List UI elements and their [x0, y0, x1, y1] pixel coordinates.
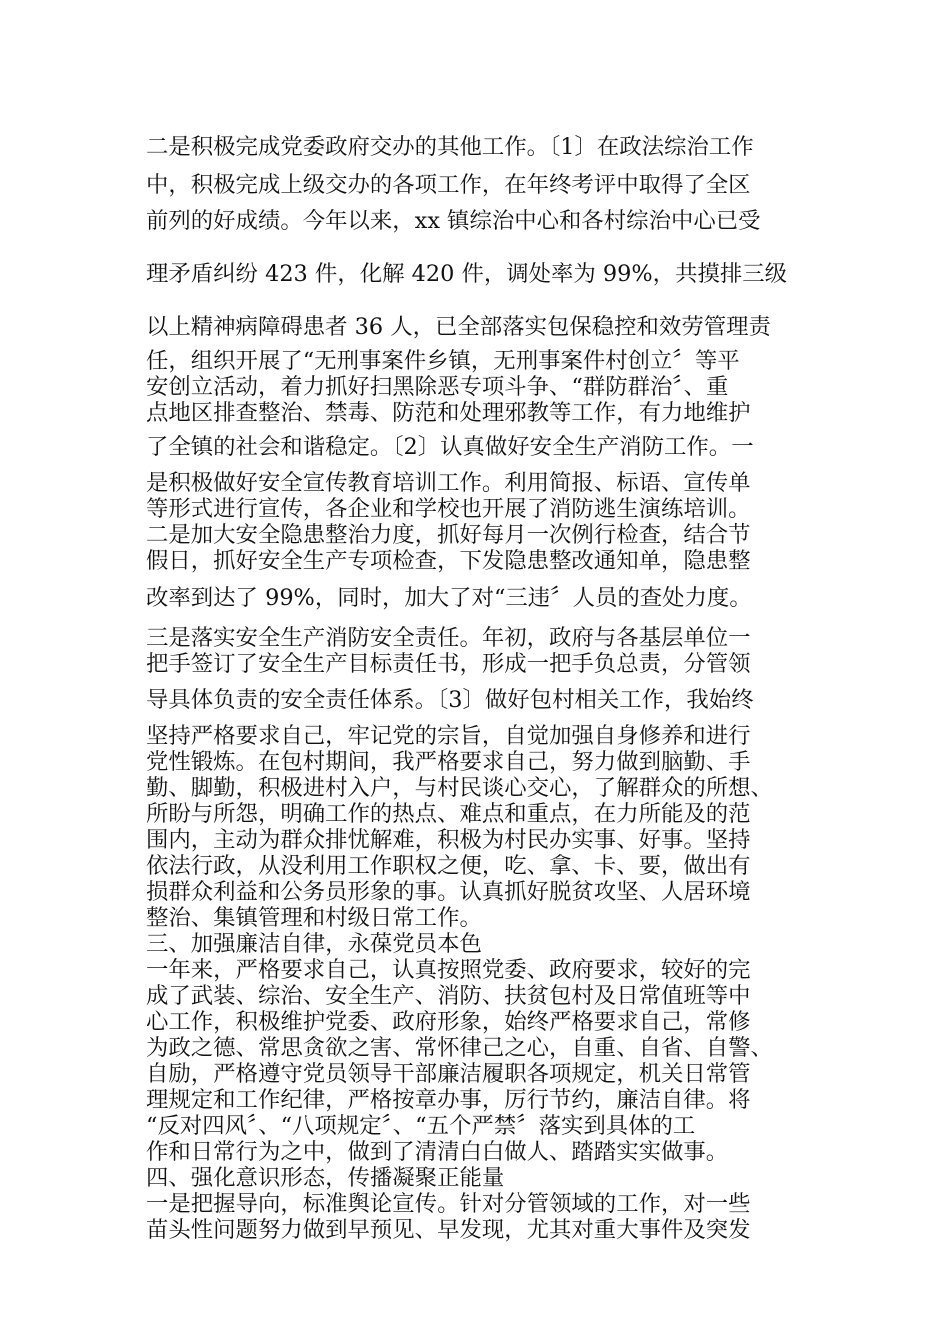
text-line: 中，积极完成上级交办的各项工作，在年终考评中取得了全区	[146, 172, 751, 198]
text-line: 是积极做好安全宣传教育培训工作。利用简报、标语、宣传单	[146, 470, 751, 496]
text-line: 围内，主动为群众排忧解难，积极为村民办实事、好事。坚持	[146, 827, 751, 853]
text-line: 导具体负责的安全责任体系。〔3〕做好包村相关工作，我始终	[146, 687, 754, 713]
text-line: 把手签订了安全生产目标责任书，形成一把手负总责，分管领	[146, 651, 751, 677]
text-line: 苗头性问题努力做到早预见、早发现，尤其对重大事件及突发	[146, 1217, 751, 1243]
text-line: 任，组织开展了“无刑事案件乡镇，无刑事案件村创立〞等平	[146, 348, 740, 374]
text-line: 以上精神病障碍患者 36 人，已全部落实包保稳控和效劳管理责	[146, 314, 771, 340]
text-line: 为政之德、常思贪欲之害、常怀律己之心，自重、自省、自警、	[146, 1035, 773, 1061]
text-line: 所盼与所怨，明确工作的热点、难点和重点，在力所能及的范	[146, 801, 751, 827]
text-line: 党性锻炼。在包村期间，我严格要求自己，努力做到脑勤、手	[146, 749, 751, 775]
text-line: “反对四风〞、“八项规定〞、“五个严禁〞落实到具体的工	[146, 1113, 696, 1139]
text-line: 点地区排查整治、禁毒、防范和处理邪教等工作，有力地维护	[146, 400, 751, 426]
text-line: 作和日常行为之中，做到了清清白白做人、踏踏实实做事。	[146, 1139, 729, 1165]
text-line: 假日，抓好安全生产专项检查，下发隐患整改通知单，隐患整	[146, 548, 751, 574]
text-line: 一是把握导向，标准舆论宣传。针对分管领域的工作，对一些	[146, 1191, 751, 1217]
text-line: 二是加大安全隐患整治力度，抓好每月一次例行检查，结合节	[146, 522, 751, 548]
text-line: 前列的好成绩。今年以来，xx 镇综治中心和各村综治中心已受	[146, 208, 761, 234]
text-line: 依法行政，从没利用工作职权之便，吃、拿、卡、要，做出有	[146, 853, 751, 879]
text-line: 整治、集镇管理和村级日常工作。	[146, 905, 482, 931]
text-line: 安创立活动，着力抓好扫黑除恶专项斗争、“群防群治〞、重	[146, 374, 729, 400]
section-heading: 四、强化意识形态，传播凝聚正能量	[146, 1165, 505, 1191]
text-line: 一年来，严格要求自己，认真按照党委、政府要求，较好的完	[146, 957, 751, 983]
text-line: 了全镇的社会和谐稳定。〔2〕认真做好安全生产消防工作。一	[146, 434, 754, 460]
text-line: 改率到达了 99%，同时，加大了对“三违〞人员的查处力度。	[146, 585, 752, 611]
text-line: 二是积极完成党委政府交办的其他工作。〔1〕在政法综治工作	[146, 134, 754, 160]
text-line: 成了武装、综治、安全生产、消防、扶贫包村及日常值班等中	[146, 983, 751, 1009]
text-line: 理矛盾纠纷 423 件，化解 420 件，调处率为 99%，共摸排三级	[146, 261, 788, 287]
document-page	[146, 130, 818, 1243]
text-line: 损群众利益和公务员形象的事。认真抓好脱贫攻坚、人居环境	[146, 879, 751, 905]
section-heading: 三、加强廉洁自律，永葆党员本色	[146, 931, 482, 957]
text-line: 三是落实安全生产消防安全责任。年初，政府与各基层单位一	[146, 625, 751, 651]
text-line: 等形式进行宣传，各企业和学校也开展了消防逃生演练培训。	[146, 496, 751, 522]
text-line: 理规定和工作纪律，严格按章办事，厉行节约，廉洁自律。将	[146, 1087, 751, 1113]
text-line: 勤、脚勤，积极进村入户，与村民谈心交心，了解群众的所想、	[146, 775, 773, 801]
text-line: 心工作，积极维护党委、政府形象，始终严格要求自己，常修	[146, 1009, 751, 1035]
text-line: 坚持严格要求自己，牢记党的宗旨，自觉加强自身修养和进行	[146, 723, 751, 749]
text-line: 自励，严格遵守党员领导干部廉洁履职各项规定，机关日常管	[146, 1061, 751, 1087]
